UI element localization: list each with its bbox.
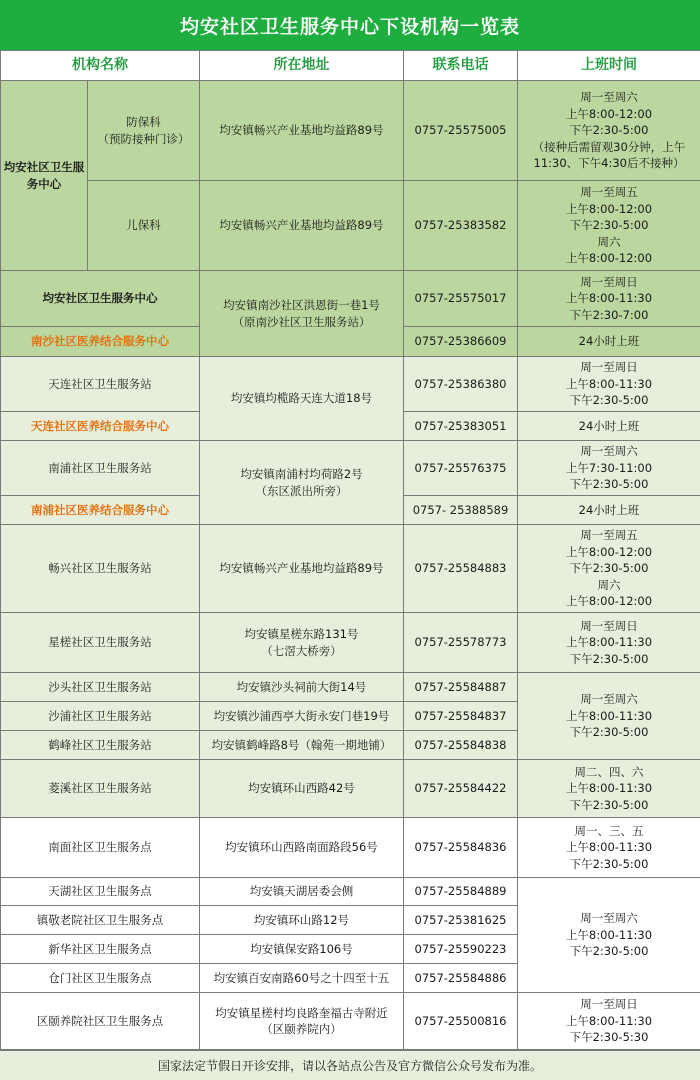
phone-cell: 0757-25584838 bbox=[404, 731, 518, 760]
address-cell: 均安镇畅兴产业基地均益路89号 bbox=[200, 81, 404, 181]
phone-cell: 0757-25584422 bbox=[404, 760, 518, 818]
phone-cell: 0757-25575005 bbox=[404, 81, 518, 181]
institution-name: 新华社区卫生服务点 bbox=[1, 935, 200, 964]
address-cell: 均安镇均榄路天连大道18号 bbox=[200, 357, 404, 441]
institution-name: 沙头社区卫生服务站 bbox=[1, 673, 200, 702]
address-cell: 均安镇沙头祠前大街14号 bbox=[200, 673, 404, 702]
institution-name: 沙浦社区卫生服务站 bbox=[1, 702, 200, 731]
phone-cell: 0757-25584836 bbox=[404, 818, 518, 878]
institution-name: 南浦社区医养结合服务中心 bbox=[1, 496, 200, 525]
hours-cell: 周一至周六 上午8:00-11:30 下午2:30-5:00 bbox=[518, 878, 700, 993]
institution-name: 菱溪社区卫生服务站 bbox=[1, 760, 200, 818]
header-hours: 上班时间 bbox=[518, 51, 700, 81]
hours-cell: 周一至周日 上午8:00-11:30 下午2:30-5:00 bbox=[518, 357, 700, 412]
institution-name: 畅兴社区卫生服务站 bbox=[1, 525, 200, 613]
address-cell: 均安镇鹤峰路8号（翰苑一期地铺） bbox=[200, 731, 404, 760]
address-cell: 均安镇南沙社区洪恩街一巷1号 （原南沙社区卫生服务站） bbox=[200, 271, 404, 357]
dept-fangbao: 防保科 （预防接种门诊） bbox=[88, 81, 200, 181]
phone-cell: 0757-25590223 bbox=[404, 935, 518, 964]
institution-name: 均安社区卫生服务中心 bbox=[1, 271, 200, 327]
institution-name: 天连社区医养结合服务中心 bbox=[1, 412, 200, 441]
hours-cell: 周一至周五 上午8:00-12:00 下午2:30-5:00 周六 上午8:00-12:00 bbox=[518, 181, 700, 271]
address-cell: 均安镇天湖居委会侧 bbox=[200, 878, 404, 906]
header-address: 所在地址 bbox=[200, 51, 404, 81]
phone-cell: 0757-25584886 bbox=[404, 964, 518, 993]
hours-cell: 24小时上班 bbox=[518, 412, 700, 441]
hours-cell: 周二、四、六 上午8:00-11:30 下午2:30-5:00 bbox=[518, 760, 700, 818]
page-title: 均安社区卫生服务中心下设机构一览表 bbox=[0, 0, 700, 50]
hours-cell: 24小时上班 bbox=[518, 327, 700, 357]
hours-cell: 周一至周日 上午8:00-11:30 下午2:30-5:00 bbox=[518, 613, 700, 673]
institution-name: 仓门社区卫生服务点 bbox=[1, 964, 200, 993]
phone-cell: 0757- 25388589 bbox=[404, 496, 518, 525]
institution-name: 南面社区卫生服务点 bbox=[1, 818, 200, 878]
header-name: 机构名称 bbox=[1, 51, 200, 81]
address-cell: 均安镇星槎东路131号 （七滘大桥旁） bbox=[200, 613, 404, 673]
institution-name: 星槎社区卫生服务站 bbox=[1, 613, 200, 673]
institution-name: 天连社区卫生服务站 bbox=[1, 357, 200, 412]
address-cell: 均安镇沙浦西亭大街永安门巷19号 bbox=[200, 702, 404, 731]
hours-cell: 24小时上班 bbox=[518, 496, 700, 525]
phone-cell: 0757-25584883 bbox=[404, 525, 518, 613]
phone-cell: 0757-25500816 bbox=[404, 993, 518, 1050]
institution-name: 鹤峰社区卫生服务站 bbox=[1, 731, 200, 760]
phone-cell: 0757-25584889 bbox=[404, 878, 518, 906]
address-cell: 均安镇畅兴产业基地均益路89号 bbox=[200, 525, 404, 613]
header-phone: 联系电话 bbox=[404, 51, 518, 81]
address-cell: 均安镇星槎村均良路奎福古寺附近 （区颐养院内） bbox=[200, 993, 404, 1050]
phone-cell: 0757-25584887 bbox=[404, 673, 518, 702]
hours-cell: 周一至周六 上午8:00-11:30 下午2:30-5:00 bbox=[518, 673, 700, 760]
institution-table bbox=[0, 50, 700, 1050]
footer-note: 国家法定节假日开诊安排，请以各站点公告及官方微信公众号发布为准。 bbox=[0, 1050, 700, 1080]
phone-cell: 0757-25584837 bbox=[404, 702, 518, 731]
institution-name: 南沙社区医养结合服务中心 bbox=[1, 327, 200, 357]
phone-cell: 0757-25578773 bbox=[404, 613, 518, 673]
institution-name: 区颐养院社区卫生服务点 bbox=[1, 993, 200, 1050]
center-name: 均安社区卫生服务中心 bbox=[1, 81, 88, 271]
hours-cell: 周一、三、五 上午8:00-11:30 下午2:30-5:00 bbox=[518, 818, 700, 878]
address-cell: 均安镇环山西路42号 bbox=[200, 760, 404, 818]
phone-cell: 0757-25576375 bbox=[404, 441, 518, 496]
institution-name: 南浦社区卫生服务站 bbox=[1, 441, 200, 496]
hours-cell: 周一至周五 上午8:00-12:00 下午2:30-5:00 周六 上午8:00-12:00 bbox=[518, 525, 700, 613]
institution-name: 镇敬老院社区卫生服务点 bbox=[1, 906, 200, 935]
address-cell: 均安镇畅兴产业基地均益路89号 bbox=[200, 181, 404, 271]
phone-cell: 0757-25383582 bbox=[404, 181, 518, 271]
phone-cell: 0757-25386609 bbox=[404, 327, 518, 357]
address-cell: 均安镇环山路12号 bbox=[200, 906, 404, 935]
hours-cell: 周一至周六 上午8:00-12:00 下午2:30-5:00 （接种后需留观30分钟，上午11:30、下午4:30后不接种） bbox=[518, 81, 700, 181]
phone-cell: 0757-25386380 bbox=[404, 357, 518, 412]
address-cell: 均安镇百安南路60号之十四至十五 bbox=[200, 964, 404, 993]
phone-cell: 0757-25575017 bbox=[404, 271, 518, 327]
hours-cell: 周一至周日 上午8:00-11:30 下午2:30-7:00 bbox=[518, 271, 700, 327]
address-cell: 均安镇南浦村均荷路2号 （东区派出所旁） bbox=[200, 441, 404, 525]
hours-cell: 周一至周日 上午8:00-11:30 下午2:30-5:30 bbox=[518, 993, 700, 1050]
phone-cell: 0757-25383051 bbox=[404, 412, 518, 441]
address-cell: 均安镇保安路106号 bbox=[200, 935, 404, 964]
dept-erbao: 儿保科 bbox=[88, 181, 200, 271]
institution-name: 天湖社区卫生服务点 bbox=[1, 878, 200, 906]
hours-cell: 周一至周六 上午7:30-11:00 下午2:30-5:00 bbox=[518, 441, 700, 496]
address-cell: 均安镇环山西路南面路段56号 bbox=[200, 818, 404, 878]
phone-cell: 0757-25381625 bbox=[404, 906, 518, 935]
